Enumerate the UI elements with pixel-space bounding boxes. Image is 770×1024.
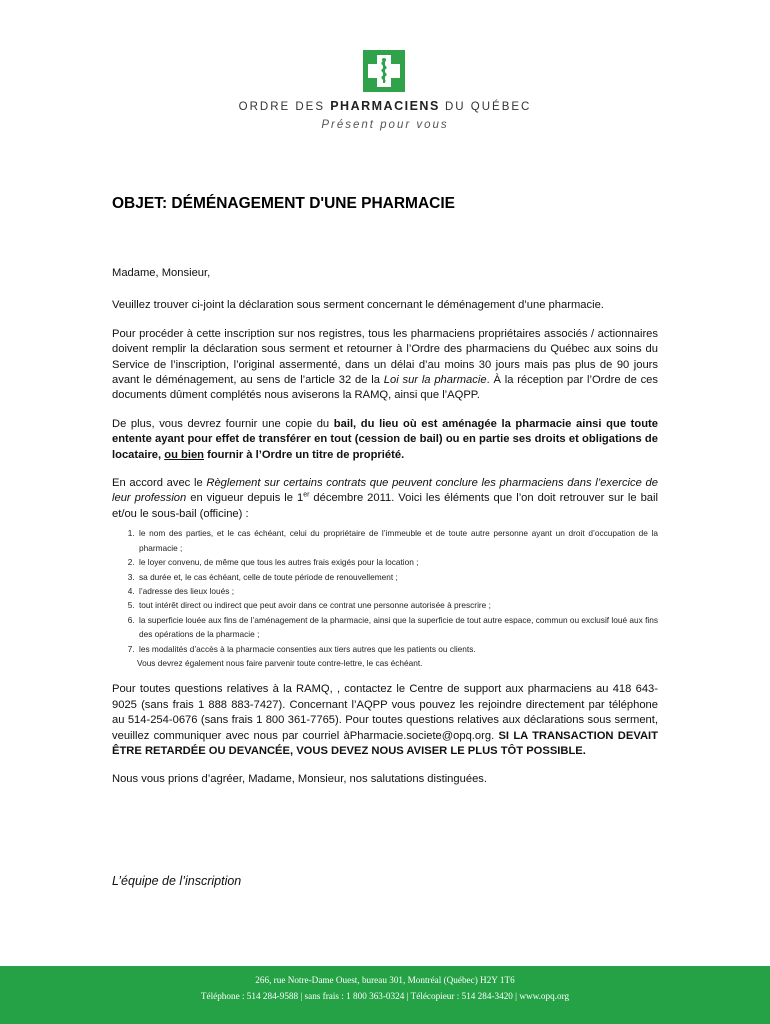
p3-bold-2: fournir à l’Ordre un titre de propriété.: [204, 448, 405, 461]
p4-regulation-title: Règlement sur certains contrats que peuvent conclure les pharmaciens dans l’exercice de leur profession: [112, 477, 658, 505]
pharmacy-cross-caduceus-icon: [363, 50, 405, 92]
p2-text-a: Pour procéder à cette inscription sur nos registres, tous les pharmaciens propriétaires associés / actionnaires doivent remplir la déclaration sous serment et retourner à l’Ordre des pharmaciens du Québec aux soins du Service de l’inscription, l’original assermenté, dans un délai d’au moins 30 jours mais pas plus de 90 jours avant le déménagement, au sens de l’article 32 de la: [112, 327, 658, 387]
list-item: 4. l’adresse des lieux loués ;: [137, 584, 658, 598]
paragraph-contacts: [112, 682, 658, 759]
footer-address: 266, rue Notre-Dame Ouest, bureau 301, Montréal (Québec) H2Y 1T6: [255, 975, 515, 985]
footer: [0, 966, 770, 1024]
closing: Nous vous prions d’agréer, Madame, Monsieur, nos salutations distinguées.: [112, 773, 487, 786]
paragraph-intro: Veuillez trouver ci-joint la déclaration sous serment concernant le déménagement d’une pharmacie.: [112, 299, 604, 312]
tagline: Présent pour vous: [321, 119, 449, 131]
paragraph-regulation: [112, 476, 658, 522]
paragraph-lease: [112, 417, 658, 463]
p4-text-b: en vigueur depuis le 1: [186, 492, 304, 505]
p3-text-a: De plus, vous devrez fournir une copie du: [112, 417, 334, 430]
salutation: Madame, Monsieur,: [112, 267, 211, 279]
signature: L’équipe de l’inscription: [112, 874, 242, 888]
p3-bold-1: bail, du lieu où est aménagée la pharmacie ainsi que toute entente ayant pour effet de transférer en tout (cession de bail) ou en partie ses droits et obligations de locataire,: [112, 417, 659, 461]
p4-text-a: En accord avec le: [112, 477, 207, 490]
org-prefix: ORDRE DES: [238, 101, 326, 113]
letter-body: [112, 266, 658, 798]
p5-bold-warning: SI LA TRANSACTION DEVAIT ÊTRE RETARDÉE OU DEVANCÉE, VOUS DEVEZ NOUS AVISER LE PLUS TÔT POSSIBLE.: [112, 729, 658, 757]
p5-text: Pour toutes questions relatives à la RAMQ, , contactez le Centre de support aux pharmaciens au 418 643-9025 (sans frais 1 888 883-7427). Concernant l’AQPP vous pouvez les rejoindre directement par téléphone au 514-254-0676 (sans frais 1 800 361-7765). Pour toutes questions relatives aux déclarations sous serment, veuillez communiquer avec nous par courriel àPharmacie.societe@opq.org.: [112, 683, 658, 742]
list-item: 2. le loyer convenu, de même que tous les autres frais exigés pour la location ;: [137, 555, 658, 569]
list-item: 7. les modalités d’accès à la pharmacie consenties aux tiers autres que les patients ou clients.: [137, 642, 658, 656]
organization-name: [0, 99, 770, 113]
list-item: 5. tout intérêt direct ou indirect que peut avoir dans ce contrat une personne autorisée à prescrire ;: [137, 598, 658, 612]
lease-requirements-list: [112, 526, 658, 656]
org-suffix: DU QUÉBEC: [444, 101, 532, 113]
letter-subject: OBJET: DÉMÉNAGEMENT D'UNE PHARMACIE: [112, 195, 455, 212]
list-item: 3. sa durée et, le cas échéant, celle de toute période de renouvellement ;: [137, 570, 658, 584]
list-item: 6. la superficie louée aux fins de l’aménagement de la pharmacie, ainsi que la superficie de tout autre espace, commun ou exclusif loué aux fins des opérations de la pharmacie ;: [137, 613, 658, 642]
list-item: 1. le nom des parties, et le cas échéant, celui du propriétaire de l’immeuble et de toute autre personne ayant un droit d’occupation de la pharmacie ;: [137, 526, 658, 555]
org-bold: PHARMACIENS: [330, 99, 440, 113]
list-note: Vous devrez également nous faire parvenir toute contre-lettre, le cas échéant.: [137, 657, 423, 668]
p4-sup: er: [303, 491, 310, 499]
p4-text-c: décembre 2011. Voici les éléments que l’on doit retrouver sur le bail et/ou le sous-bail (officine) :: [112, 492, 658, 520]
p3-underline: ou bien: [164, 448, 205, 461]
paragraph-registration: [112, 327, 658, 404]
p2-law-title: Loi sur la pharmacie: [383, 374, 487, 387]
footer-contact: Téléphone : 514 284-9588 | sans frais : 1 800 363-0324 | Télécopieur : 514 284-3420 | www.opq.org: [200, 991, 570, 1001]
p2-text-b: . À la réception par l’Ordre de ces documents dûment complétés nous aviserons la RAMQ, ainsi que l’AQPP.: [112, 374, 658, 402]
